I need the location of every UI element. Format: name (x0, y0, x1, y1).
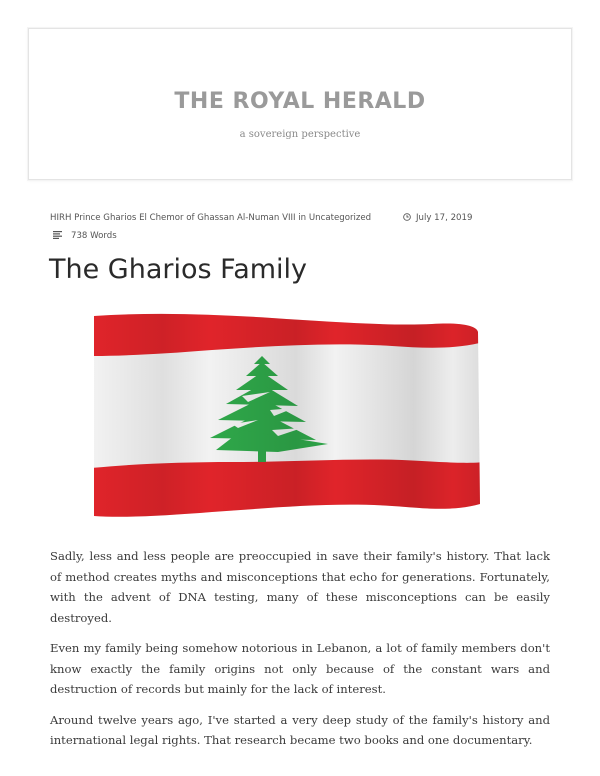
clock-icon (403, 213, 411, 221)
site-header (28, 28, 572, 180)
site-tagline: a sovereign perspective (239, 129, 361, 140)
word-count (50, 231, 117, 241)
paragraph-1: Sadly, less and less people are preoccupied in save their family's history. That lack of method creates myths and misconceptions that echo for generations. Fortunately, with the advent of DNA testing, many of these misconceptions can be easily destroyed. (50, 549, 550, 625)
flag-illustration (92, 312, 484, 520)
site-title[interactable]: THE ROYAL HERALD (174, 89, 426, 114)
text-lines-icon (53, 231, 63, 239)
post-date[interactable] (403, 213, 472, 223)
post-title: The Gharios Family (49, 254, 308, 285)
lebanon-flag-image (92, 312, 484, 520)
paragraph-2: Even my family being somehow notorious in Lebanon, a lot of family members don't know exactly the family origins not only because of the constant wars and destruction of records but mainly for the lack of interest. (50, 641, 550, 696)
article-body (50, 546, 550, 761)
author-category-link[interactable]: HIRH Prince Gharios El Chemor of Ghassan Al-Numan VIII in Uncategorized (50, 213, 372, 223)
post-date-text: July 17, 2019 (416, 213, 473, 223)
paragraph-3: Around twelve years ago, I've started a very deep study of the family's history and international legal rights. That research became two books and one documentary. (50, 712, 550, 747)
word-count-text: 738 Words (71, 231, 117, 241)
